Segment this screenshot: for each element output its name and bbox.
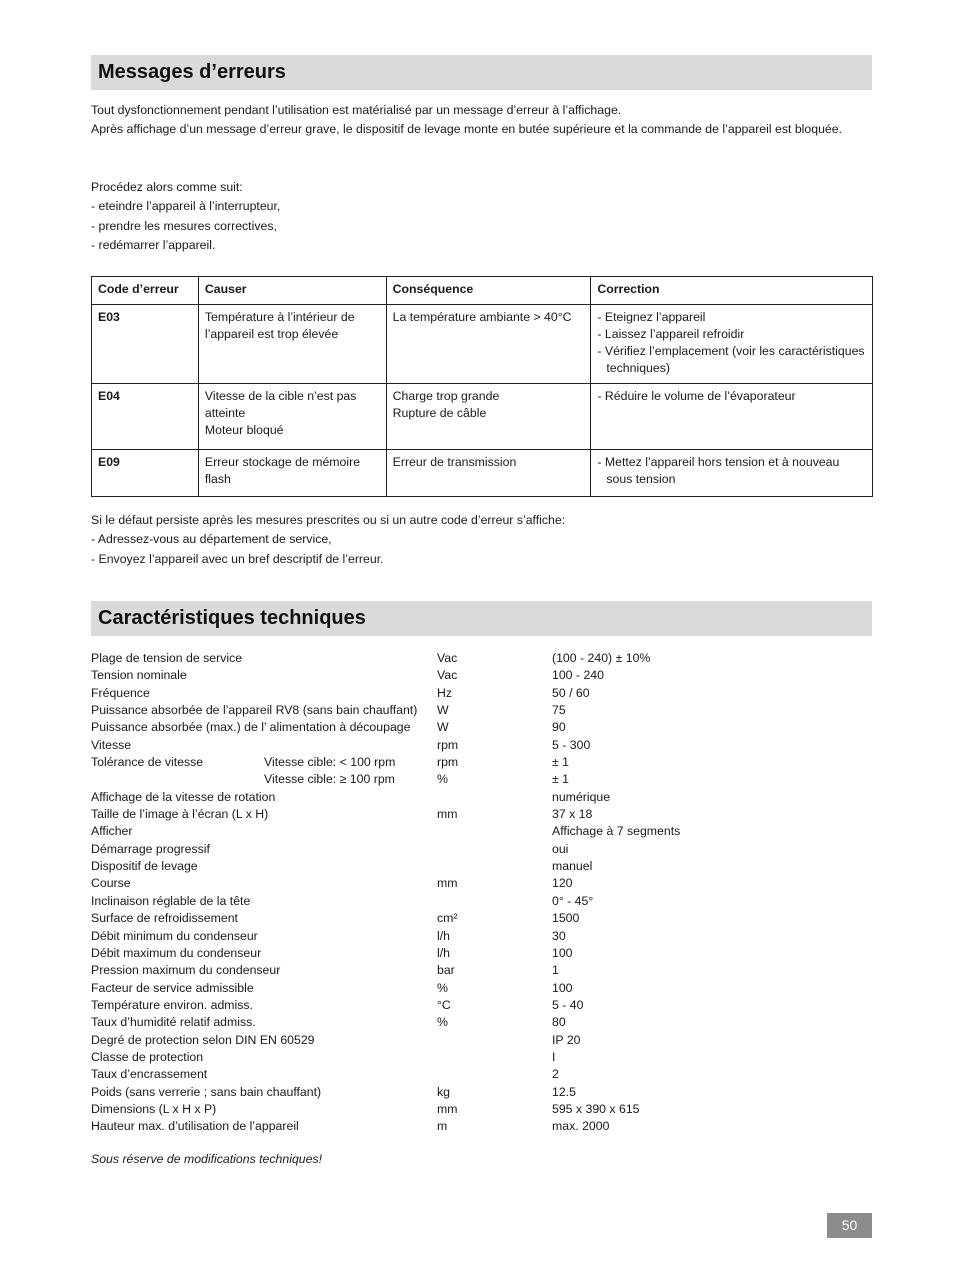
spec-row (91, 893, 872, 910)
spec-row (91, 841, 872, 858)
spec-label: Surface de refroidissement (91, 911, 238, 926)
spec-row (91, 997, 872, 1014)
error-correction (591, 305, 873, 384)
consequence-line: Charge trop grande (392, 389, 500, 403)
error-correction (591, 384, 873, 450)
procedure-block (91, 178, 872, 255)
errors-section-title: Messages d’erreurs (98, 61, 286, 83)
spec-label: Température environ. admiss. (91, 997, 253, 1012)
intro-line-2: Après affichage d’un message d’erreur grave, le dispositif de levage monte en butée supérieure et la commande de l’appareil est bloquée. (91, 122, 843, 137)
spec-label: Afficher (91, 824, 133, 839)
spec-unit: Hz (437, 685, 453, 700)
spec-unit: l/h (437, 945, 450, 960)
consequence-line: La température ambiante > 40°C (392, 310, 572, 324)
spec-unit: rpm (437, 737, 459, 752)
table-row (92, 305, 873, 384)
spec-value: 75 (552, 703, 566, 718)
correction-line: - Eteignez l’appareil (597, 310, 706, 324)
error-consequence (386, 450, 591, 497)
table-row (92, 384, 873, 450)
spec-label: Hauteur max. d’utilisation de l’appareil (91, 1119, 299, 1134)
spec-unit: mm (437, 1101, 458, 1116)
spec-label: Puissance absorbée de l’appareil RV8 (sans bain chauffant) (91, 703, 418, 718)
error-codes-table (91, 276, 873, 497)
spec-value: 595 x 390 x 615 (552, 1101, 640, 1116)
spec-value: 5 - 300 (552, 737, 591, 752)
spec-row (91, 650, 872, 667)
spec-value: 12.5 (552, 1084, 576, 1099)
spec-label: Poids (sans verrerie ; sans bain chauffant) (91, 1084, 322, 1099)
spec-row (91, 737, 872, 754)
spec-row (91, 719, 872, 736)
error-code: E09 (92, 450, 199, 497)
correction-line: - Réduire le volume de l’évaporateur (597, 389, 796, 403)
spec-label: Taux d’encrassement (91, 1067, 208, 1082)
spec-label: Débit minimum du condenseur (91, 928, 258, 943)
spec-label: Course (91, 876, 131, 891)
spec-label: Tolérance de vitesse (91, 755, 204, 770)
spec-unit: cm² (437, 911, 458, 926)
spec-label: Taille de l’image à l’écran (L x H) (91, 807, 269, 822)
spec-unit: bar (437, 963, 455, 978)
after-table-line: - Adressez-vous au département de service, (91, 532, 332, 547)
spec-value: 100 (552, 945, 573, 960)
spec-row (91, 771, 872, 788)
spec-label: Tension nominale (91, 668, 187, 683)
spec-row (91, 667, 872, 684)
cause-line: Moteur bloqué (204, 423, 284, 437)
after-table-block (91, 511, 872, 569)
spec-row (91, 875, 872, 892)
spec-value: 5 - 40 (552, 997, 584, 1012)
spec-value: 120 (552, 876, 573, 891)
intro-line-1: Tout dysfonctionnement pendant l’utilisation est matérialisé par un message d’erreur à l’affichage. (91, 103, 622, 117)
correction-line: - Vérifiez l’emplacement (voir les caractéristiques techniques) (597, 344, 865, 375)
procedure-title: Procédez alors comme suit: (91, 180, 243, 194)
spec-unit: Vac (437, 651, 458, 665)
spec-value: ± 1 (552, 755, 570, 770)
spec-row (91, 858, 872, 875)
spec-value: 2 (552, 1067, 559, 1082)
spec-value: 1500 (552, 911, 580, 926)
spec-label: Classe de protection (91, 1049, 204, 1064)
spec-value: manuel (552, 859, 593, 874)
spec-label: Dimensions (L x H x P) (91, 1101, 217, 1116)
spec-unit: mm (437, 876, 458, 891)
spec-row (91, 962, 872, 979)
spec-value: (100 - 240) ± 10% (552, 651, 651, 665)
spec-row (91, 910, 872, 927)
specs-section-title: Caractéristiques techniques (98, 607, 366, 629)
spec-row (91, 945, 872, 962)
spec-value: oui (552, 841, 569, 856)
spec-value: 90 (552, 720, 566, 735)
procedure-step: - prendre les mesures correctives, (91, 218, 277, 233)
error-consequence (386, 305, 591, 384)
spec-row (91, 1066, 872, 1083)
spec-row (91, 1118, 872, 1135)
header-code: Code d’erreur (92, 277, 199, 305)
consequence-line: Erreur de transmission (392, 455, 517, 469)
spec-unit: kg (437, 1084, 450, 1099)
spec-row (91, 1032, 872, 1049)
spec-unit: rpm (437, 755, 459, 770)
spec-row (91, 1084, 872, 1101)
spec-value: 1 (552, 963, 559, 978)
spec-sublabel: Vitesse cible: ≥ 100 rpm (264, 772, 395, 787)
correction-line: - Laissez l’appareil refroidir (597, 327, 745, 341)
error-consequence (386, 384, 591, 450)
spec-label: Facteur de service admissible (91, 980, 254, 995)
spec-row (91, 806, 872, 823)
spec-label: Puissance absorbée (max.) de l’ alimentation à découpage (91, 720, 411, 735)
specs-section-header (91, 601, 872, 636)
spec-label: Vitesse (91, 737, 132, 752)
spec-value: numérique (552, 789, 611, 804)
spec-row (91, 1101, 872, 1118)
header-consequence: Conséquence (386, 277, 591, 305)
specs-list (91, 650, 872, 1136)
error-cause (198, 384, 386, 450)
spec-label: Débit maximum du condenseur (91, 945, 262, 960)
error-cause: Température à l’intérieur de l’appareil est trop élevée (198, 305, 386, 384)
cause-line: Vitesse de la cible n’est pas atteinte (204, 389, 357, 420)
after-table-line: - Envoyez l’appareil avec un bref descriptif de l’erreur. (91, 551, 384, 566)
spec-row (91, 702, 872, 719)
spec-row (91, 980, 872, 997)
spec-label: Affichage de la vitesse de rotation (91, 789, 276, 804)
spec-row (91, 1014, 872, 1031)
spec-value: Affichage à 7 segments (552, 824, 681, 839)
correction-line: - Mettez l’appareil hors tension et à nouveau sous tension (597, 455, 840, 486)
spec-row (91, 685, 872, 702)
spec-value: 100 - 240 (552, 668, 604, 683)
consequence-line: Rupture de câble (392, 406, 487, 420)
spec-row (91, 1049, 872, 1066)
spec-value: 80 (552, 1015, 566, 1030)
spec-value: ± 1 (552, 772, 570, 787)
spec-label: Dispositif de levage (91, 859, 198, 874)
spec-value: IP 20 (552, 1032, 581, 1047)
header-correction: Correction (591, 277, 873, 305)
spec-unit: % (437, 1015, 448, 1030)
spec-unit: Vac (437, 668, 458, 683)
spec-unit: % (437, 980, 448, 995)
spec-label: Taux d’humidité relatif admiss. (91, 1015, 256, 1030)
errors-section-header (91, 55, 872, 90)
procedure-step: - eteindre l’appareil à l’interrupteur, (91, 199, 281, 214)
spec-value: 50 / 60 (552, 685, 590, 700)
spec-unit: °C (437, 997, 451, 1012)
spec-label: Fréquence (91, 685, 150, 700)
spec-row (91, 789, 872, 806)
spec-row (91, 928, 872, 945)
spec-unit: l/h (437, 928, 450, 943)
spec-sublabel: Vitesse cible: < 100 rpm (264, 755, 396, 770)
page-number: 50 (827, 1213, 872, 1238)
spec-label: Pression maximum du condenseur (91, 963, 281, 978)
spec-unit: m (437, 1119, 448, 1134)
spec-value: I (552, 1049, 556, 1064)
spec-unit: % (437, 772, 448, 787)
spec-unit: mm (437, 807, 458, 822)
spec-value: 0° - 45° (552, 893, 594, 908)
spec-row (91, 823, 872, 840)
table-row (92, 450, 873, 497)
spec-unit: W (437, 720, 449, 735)
spec-label: Degré de protection selon DIN EN 60529 (91, 1032, 315, 1047)
table-header-row (92, 277, 873, 305)
spec-value: 100 (552, 980, 573, 995)
spec-label: Plage de tension de service (91, 651, 243, 665)
after-table-line: Si le défaut persiste après les mesures prescrites ou si un autre code d’erreur s’affiche: (91, 513, 566, 527)
errors-intro (91, 101, 872, 140)
error-code: E04 (92, 384, 199, 450)
spec-label: Démarrage progressif (91, 841, 210, 856)
spec-unit: W (437, 703, 449, 718)
error-cause: Erreur stockage de mémoire flash (198, 450, 386, 497)
spec-value: 30 (552, 928, 566, 943)
spec-label: Inclinaison réglable de la tête (91, 893, 251, 908)
header-cause: Causer (198, 277, 386, 305)
specs-note: Sous réserve de modifications techniques! (91, 1152, 323, 1166)
error-correction (591, 450, 873, 497)
spec-row (91, 754, 872, 771)
spec-value: max. 2000 (552, 1119, 610, 1134)
spec-value: 37 x 18 (552, 807, 593, 822)
error-code: E03 (92, 305, 199, 384)
procedure-step: - redémarrer l’appareil. (91, 237, 216, 252)
